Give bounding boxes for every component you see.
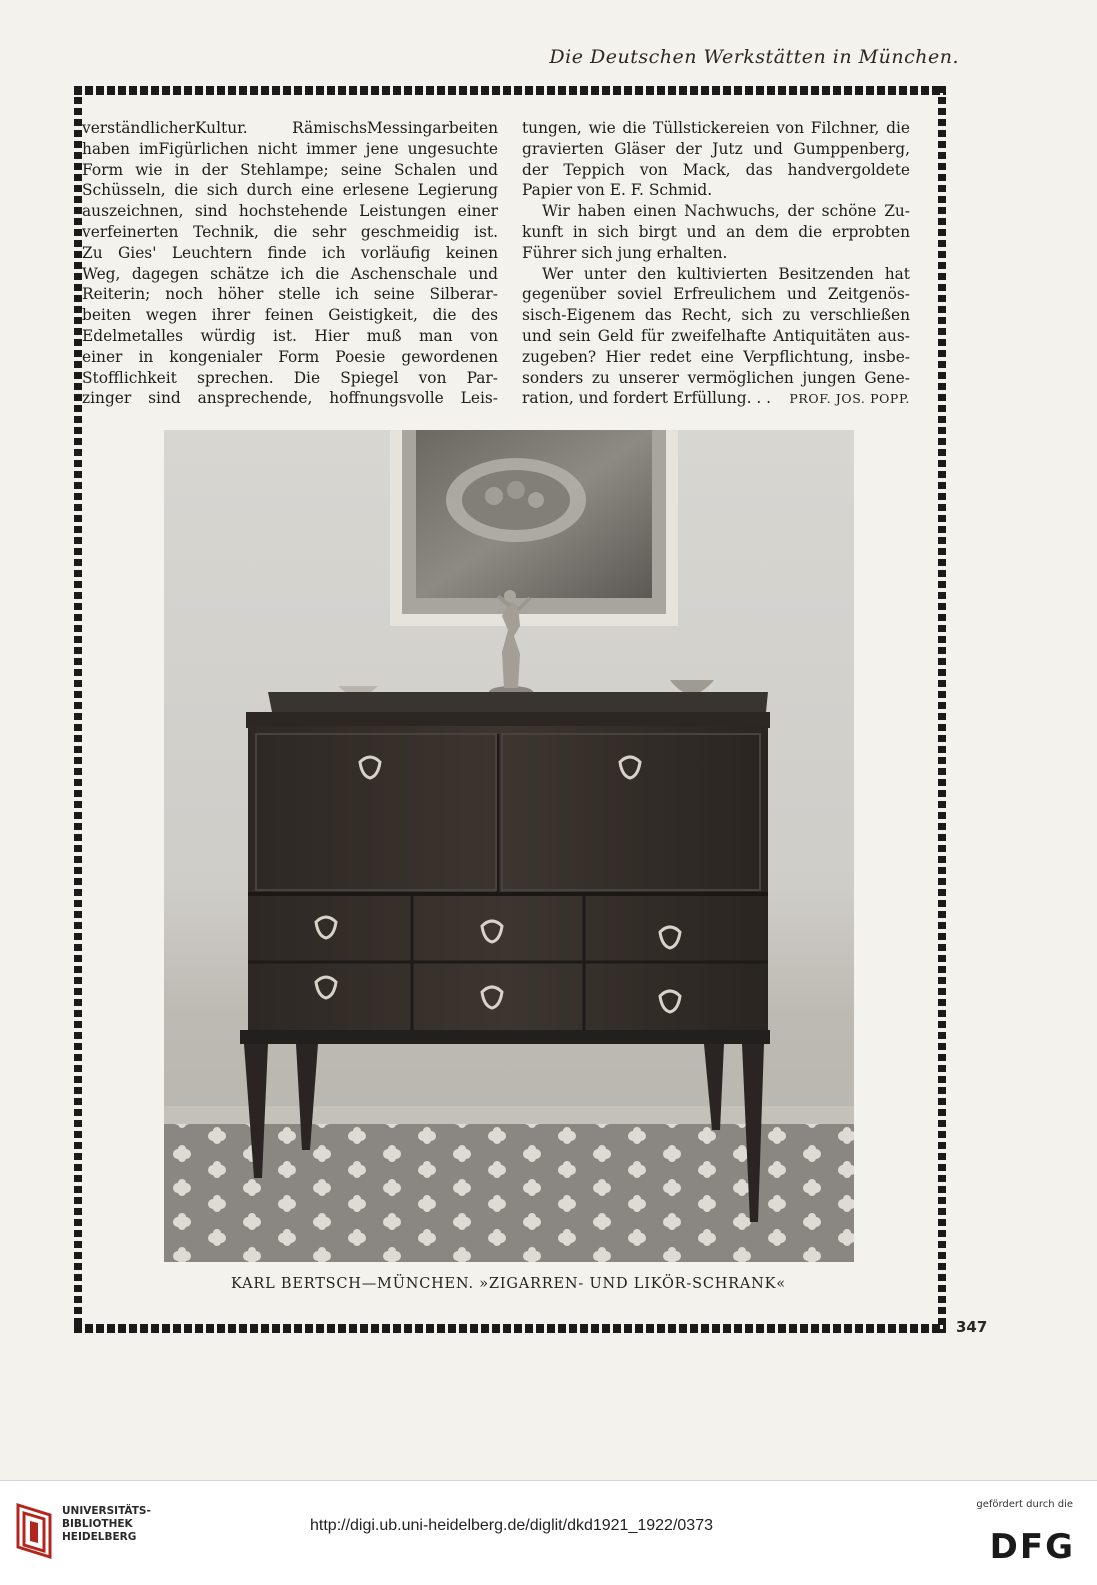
text-line: Weg, dagegen schätze ich die Aschenschale und (82, 264, 498, 283)
library-logo-icon (14, 1501, 54, 1565)
funded-by-label: gefördert durch die (976, 1499, 1073, 1510)
text-line: gravierten Gläser der Jutz und Gumppenberg, (522, 139, 910, 158)
text-column-right (522, 118, 910, 410)
paragraph-right-3 (522, 264, 910, 410)
text-line: Schüsseln, die sich durch eine erlesene Legierung (82, 181, 498, 200)
page-number: 347 (956, 1318, 988, 1336)
cabinet-illustration (164, 430, 854, 1262)
text-line: Führer sich jung erhalten. (522, 243, 728, 262)
library-name-line: BIBLIOTHEK (62, 1518, 133, 1530)
text-line: Wir haben einen Nachwuchs, der schöne Zu- (542, 202, 910, 221)
text-line: Papier von E. F. Schmid. (522, 181, 713, 200)
cabinet-photograph (164, 430, 854, 1262)
frame-border-left (74, 86, 82, 1333)
text-line: Stofflichkeit sprechen. Die Spiegel von Par- (82, 368, 498, 387)
cabinet-body (248, 726, 768, 1036)
text-line: Edelmetalles würdig ist. Hier muß man von (82, 326, 498, 345)
framed-painting (390, 430, 678, 626)
text-line: sonders zu unserer vermöglichen jungen Gene- (522, 368, 910, 387)
frame-border-top (74, 86, 946, 95)
paragraph-right-1 (522, 118, 910, 201)
text-line: verständlicherKultur. RämischsMessingarbeiten (82, 119, 498, 137)
text-line: sisch-Eigenem das Recht, sich zu verschließen (522, 306, 910, 325)
text-line: tungen, wie die Tüllstickereien von Filchner, die (522, 119, 910, 137)
text-line: ration, und fordert Erfüllung. . . (522, 389, 772, 408)
text-line: verfeinerten Technik, die sehr geschmeidig ist. (82, 222, 498, 241)
text-line: auszeichnen, sind hochstehende Leistungen einer (82, 202, 498, 221)
bowl-right (670, 680, 714, 694)
library-name-line: UNIVERSITÄTS- (62, 1505, 151, 1517)
text-line: kunft in sich birgt und an dem die erprobten (522, 222, 910, 241)
text-line: und sein Geld für zweifelhafte Antiquitäten aus- (522, 326, 910, 345)
text-line-with-signature (522, 388, 910, 409)
text-line: beiten wegen ihrer feinen Geistigkeit, die des (82, 306, 498, 325)
text-column-left (82, 118, 498, 409)
author-signature: PROF. JOS. POPP. (789, 391, 910, 407)
photo-caption: KARL BERTSCH—MÜNCHEN. »ZIGARREN- UND LIKÖR-SCHRANK« (231, 1276, 786, 1292)
text-line: Zu Gies' Leuchtern finde ich vorläufig keinen (82, 243, 498, 262)
dfg-logo: DFG (989, 1527, 1075, 1567)
library-name (62, 1505, 151, 1544)
text-line: haben imFigürlichen nicht immer jene ungesuchte (82, 139, 498, 158)
text-line: Wer unter den kultivierten Besitzenden hat (542, 264, 910, 283)
library-name-line: HEIDELBERG (62, 1531, 137, 1543)
footer-bar (0, 1480, 1097, 1585)
text-line: Form wie in der Stehlampe; seine Schalen und (82, 160, 498, 179)
paragraph-right-2 (522, 201, 910, 263)
frame-border-right (938, 86, 946, 1333)
frame-border-bottom (74, 1324, 946, 1333)
text-line: der Teppich von Mack, das handvergoldete (522, 160, 910, 179)
permalink-url[interactable]: http://digi.ub.uni-heidelberg.de/diglit/dkd1921_1922/0373 (310, 1517, 713, 1534)
text-line: zugeben? Hier redet eine Verpflichtung, insbe- (522, 347, 910, 366)
running-head: Die Deutschen Werkstätten in München. (549, 46, 959, 68)
text-line: einer in kongenialer Form Poesie gewordenen (82, 347, 498, 366)
text-line: Reiterin; noch höher stelle ich seine Silberar- (82, 285, 498, 304)
paragraph-left (82, 118, 498, 409)
text-line: gegenüber soviel Erfreulichem und Zeitgenös- (522, 285, 910, 304)
text-line: zinger sind ansprechende, hoffnungsvolle Leis- (82, 389, 498, 408)
